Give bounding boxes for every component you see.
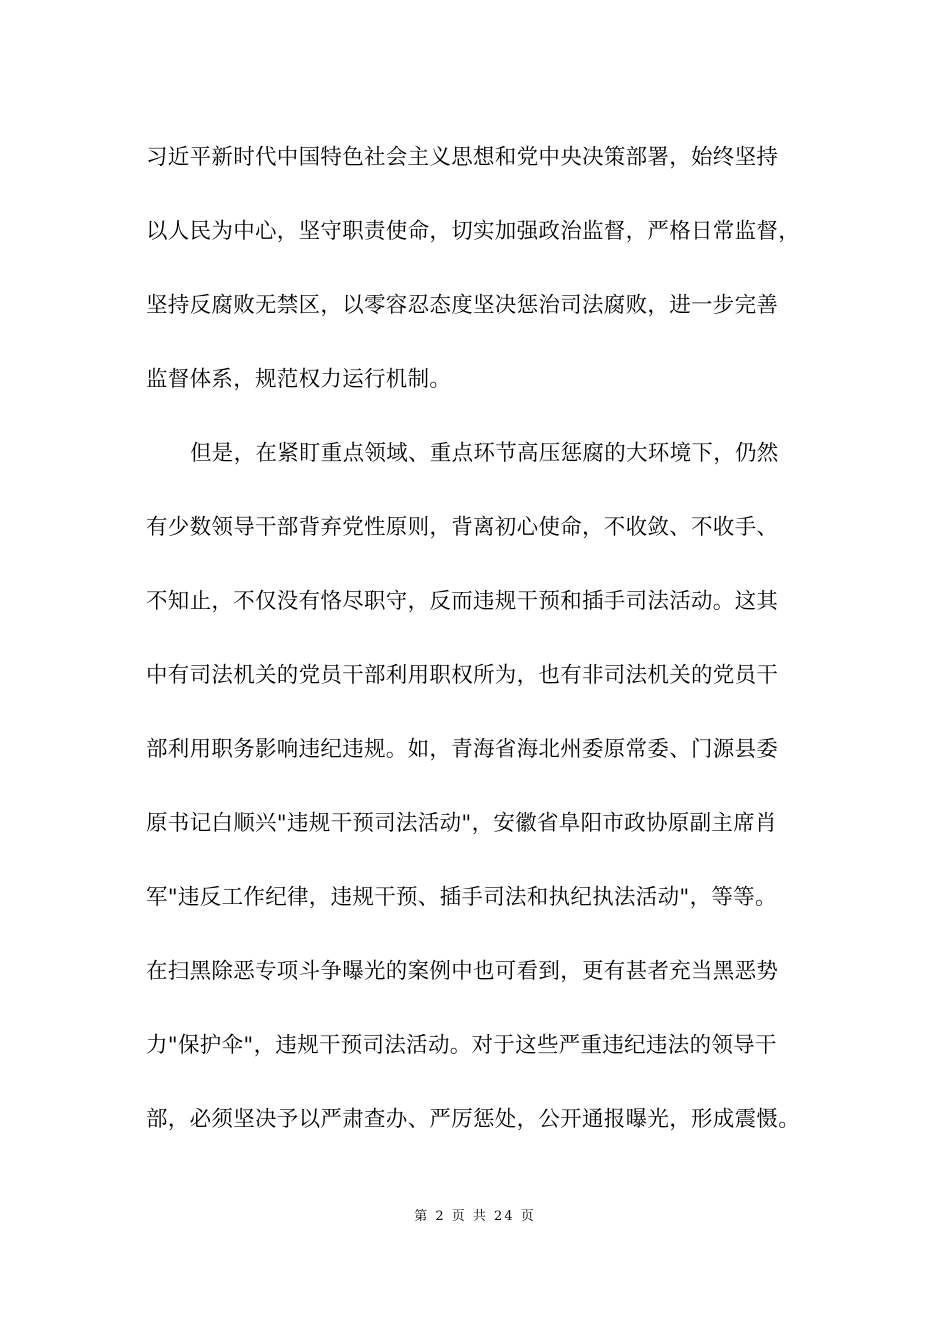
text-line-12: 在扫黑除恶专项斗争曝光的案例中也可看到，更有甚者充当黑恶势 <box>146 959 779 984</box>
text-line-7: 不知止，不仅没有恪尽职守，反而违规干预和插手司法活动。这其 <box>146 589 779 614</box>
text-line-14: 部，必须坚决予以严肃查办、严厉惩处，公开通报曝光，形成震慑。 <box>146 1107 801 1132</box>
text-line-11: 军"违反工作纪律，违规干预、插手司法和执纪执法活动"，等等。 <box>146 885 777 910</box>
text-line-5: 但是，在紧盯重点领域、重点环节高压惩腐的大环境下，仍然 <box>190 441 779 466</box>
text-line-10: 原书记白顺兴"违规干预司法活动"，安徽省阜阳市政协原副主席肖 <box>146 811 777 836</box>
text-line-8: 中有司法机关的党员干部利用职权所为，也有非司法机关的党员干 <box>146 663 779 688</box>
text-line-3: 坚持反腐败无禁区，以零容忍态度坚决惩治司法腐败，进一步完善 <box>146 293 779 318</box>
text-line-4: 监督体系，规范权力运行机制。 <box>146 367 452 392</box>
text-line-1: 习近平新时代中国特色社会主义思想和党中央决策部署，始终坚持 <box>146 145 779 170</box>
page-number-footer: 第 2 页 共 24 页 <box>414 1209 536 1224</box>
text-line-13: 力"保护伞"，违规干预司法活动。对于这些严重违纪违法的领导干 <box>146 1033 777 1058</box>
text-line-6: 有少数领导干部背弃党性原则，背离初心使命，不收敛、不收手、 <box>146 515 779 540</box>
text-line-2: 以人民为中心，坚守职责使命，切实加强政治监督，严格日常监督， <box>146 219 801 244</box>
text-line-9: 部利用职务影响违纪违规。如，青海省海北州委原常委、门源县委 <box>146 737 779 762</box>
